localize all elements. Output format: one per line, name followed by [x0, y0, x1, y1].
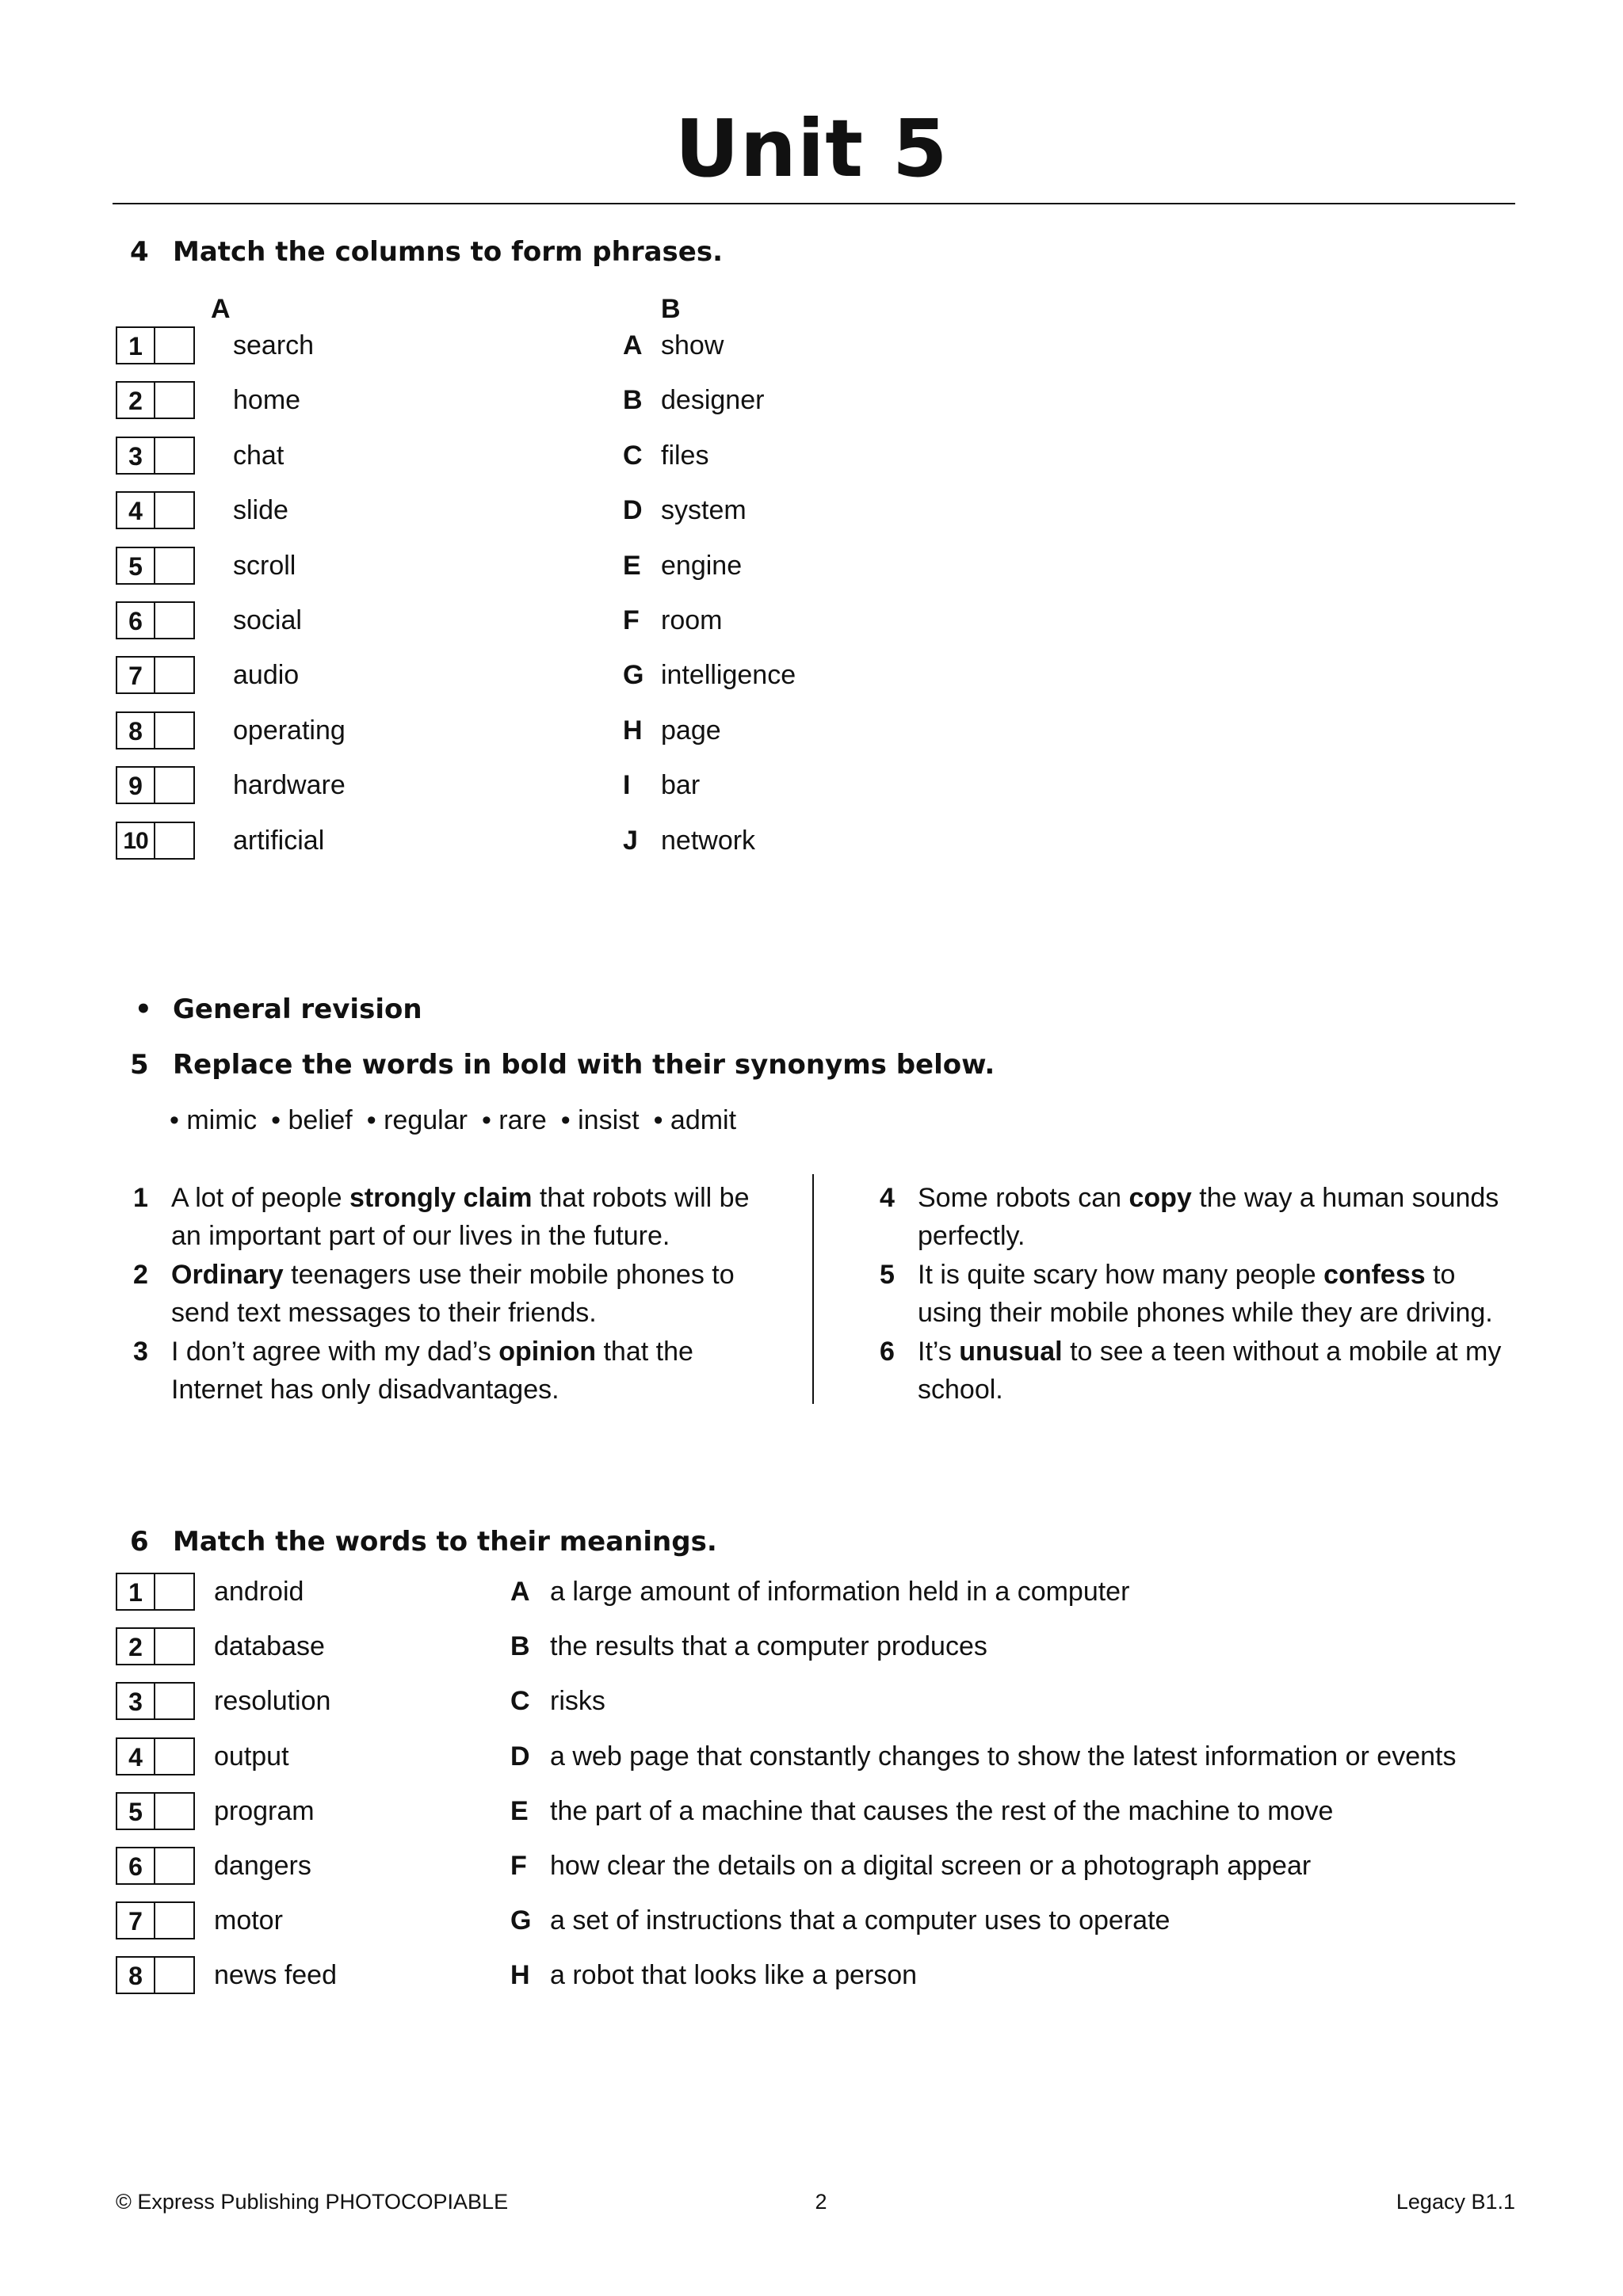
column-a-word: hardware — [233, 770, 346, 800]
ex6-number: 6 — [130, 1526, 149, 1558]
word-bank-item: • admit — [653, 1105, 737, 1135]
sentence — [880, 1179, 1529, 1255]
column-b-word: network — [661, 826, 756, 856]
sentence-text: the way a human sounds — [1191, 1183, 1499, 1213]
answer-box[interactable] — [116, 1682, 195, 1720]
sentence-number: 4 — [880, 1183, 895, 1213]
sentence-text: It is quite scary how many people — [918, 1260, 1324, 1290]
item-number: 6 — [117, 1848, 155, 1883]
ex5-heading — [130, 1047, 1239, 1082]
meaning-letter: B — [510, 1631, 530, 1661]
answer-box[interactable] — [116, 822, 195, 860]
meaning-letter: D — [510, 1741, 530, 1772]
answer-box[interactable] — [116, 656, 195, 694]
sentence — [133, 1333, 783, 1409]
sentence — [880, 1256, 1529, 1332]
item-number: 1 — [117, 328, 155, 363]
item-number: 2 — [117, 383, 155, 418]
answer-box[interactable] — [116, 1573, 195, 1611]
vocabulary-word: news feed — [214, 1960, 337, 1990]
ex6-heading — [130, 1524, 922, 1559]
sentence-number: 1 — [133, 1183, 148, 1213]
vocabulary-word: android — [214, 1577, 304, 1607]
page-title: Unit 5 — [674, 102, 949, 195]
meaning-text: risks — [550, 1686, 605, 1716]
meaning-letter: C — [510, 1686, 530, 1716]
sentence-text: I don’t agree with my dad’s — [171, 1337, 499, 1367]
item-number: 5 — [117, 1794, 155, 1829]
column-a-word: search — [233, 330, 315, 360]
column-b-letter: A — [623, 330, 643, 360]
column-b-word: room — [661, 605, 723, 635]
bold-target-word: strongly claim — [349, 1183, 533, 1213]
answer-box[interactable] — [116, 1737, 195, 1775]
footer-copyright: © Express Publishing PHOTOCOPIABLE — [116, 2190, 509, 2214]
item-number: 10 — [117, 823, 155, 858]
answer-box[interactable] — [116, 1627, 195, 1665]
meaning-letter: G — [510, 1905, 532, 1936]
sentence-text: It’s — [918, 1337, 960, 1367]
answer-box[interactable] — [116, 1956, 195, 1994]
word-bank-item: • insist — [560, 1105, 640, 1135]
sentence-line-1 — [918, 1256, 1455, 1294]
sentence — [880, 1333, 1529, 1409]
vocabulary-word: resolution — [214, 1686, 331, 1716]
ex5-instruction: Replace the words in bold with their synonyms below. — [173, 1049, 995, 1081]
answer-box[interactable] — [116, 1847, 195, 1885]
sentence-line-2: send text messages to their friends. — [171, 1298, 597, 1328]
column-b-letter: G — [623, 660, 644, 690]
ex4-col-b-header: B — [661, 294, 681, 324]
meaning-letter: H — [510, 1960, 530, 1990]
item-number: 1 — [117, 1574, 155, 1609]
column-b-letter: H — [623, 715, 643, 746]
meaning-text: the part of a machine that causes the rest of the machine to move — [550, 1796, 1334, 1826]
general-revision-bullet: • — [135, 994, 152, 1025]
item-number: 5 — [117, 548, 155, 583]
column-a-word: artificial — [233, 826, 325, 856]
sentence-number: 5 — [880, 1260, 895, 1290]
word-bank-item: • belief — [271, 1105, 353, 1135]
sentence-line-1 — [918, 1333, 1501, 1371]
sentence-line-2: school. — [918, 1375, 1003, 1405]
column-b-word: files — [661, 441, 709, 471]
sentence-line-1 — [171, 1256, 735, 1294]
meaning-text: a robot that looks like a person — [550, 1960, 918, 1990]
sentence-number: 3 — [133, 1337, 148, 1367]
sentence-line-2: perfectly. — [918, 1221, 1025, 1251]
sentence-line-1 — [171, 1179, 750, 1217]
column-b-word: designer — [661, 385, 765, 415]
answer-box[interactable] — [116, 1792, 195, 1830]
bold-target-word: confess — [1323, 1260, 1426, 1290]
sentence-text: that the — [596, 1337, 693, 1367]
footer-page-number: 2 — [815, 2190, 827, 2214]
ex5-column-divider — [812, 1174, 814, 1404]
sentence — [133, 1179, 783, 1255]
column-b-word: show — [661, 330, 724, 360]
column-b-word: system — [661, 495, 747, 525]
meaning-text: a web page that constantly changes to show the latest information or events — [550, 1741, 1457, 1772]
meaning-letter: A — [510, 1577, 530, 1607]
column-b-letter: D — [623, 495, 643, 525]
ex5-number: 5 — [130, 1049, 149, 1081]
column-b-letter: J — [623, 826, 638, 856]
answer-box[interactable] — [116, 711, 195, 749]
ex4-col-a-header: A — [211, 294, 231, 324]
item-number: 3 — [117, 438, 155, 473]
sentence-line-2: Internet has only disadvantages. — [171, 1375, 559, 1405]
sentence-text: A lot of people — [171, 1183, 349, 1213]
ex4-heading — [130, 235, 922, 269]
word-bank-item: • regular — [366, 1105, 468, 1135]
item-number: 4 — [117, 493, 155, 528]
answer-box[interactable] — [116, 437, 195, 475]
column-b-letter: C — [623, 441, 643, 471]
item-number: 7 — [117, 1903, 155, 1938]
item-number: 6 — [117, 603, 155, 638]
sentence-text: Some robots can — [918, 1183, 1129, 1213]
column-a-word: operating — [233, 715, 346, 746]
meaning-letter: E — [510, 1796, 529, 1826]
bold-target-word: Ordinary — [171, 1260, 284, 1290]
general-revision-label: General revision — [173, 994, 422, 1025]
item-number: 2 — [117, 1629, 155, 1664]
ex4-number: 4 — [130, 236, 149, 268]
column-b-letter: F — [623, 605, 640, 635]
sentence-text: to — [1425, 1260, 1456, 1290]
bold-target-word: copy — [1128, 1183, 1192, 1213]
answer-box[interactable] — [116, 601, 195, 639]
ex4-instruction: Match the columns to form phrases. — [173, 236, 723, 268]
ex6-instruction: Match the words to their meanings. — [173, 1526, 717, 1558]
column-b-word: page — [661, 715, 721, 746]
bold-target-word: opinion — [498, 1337, 597, 1367]
answer-box[interactable] — [116, 547, 195, 585]
answer-box[interactable] — [116, 491, 195, 529]
answer-box[interactable] — [116, 381, 195, 419]
column-b-letter: I — [623, 770, 631, 800]
column-a-word: slide — [233, 495, 288, 525]
column-b-letter: B — [623, 385, 643, 415]
meaning-letter: F — [510, 1851, 527, 1881]
vocabulary-word: output — [214, 1741, 289, 1772]
column-b-word: intelligence — [661, 660, 796, 690]
item-number: 8 — [117, 713, 155, 748]
item-number: 8 — [117, 1958, 155, 1993]
column-a-word: scroll — [233, 551, 296, 581]
meaning-text: the results that a computer produces — [550, 1631, 987, 1661]
answer-box[interactable] — [116, 1901, 195, 1939]
sentence-number: 6 — [880, 1337, 895, 1367]
sentence — [133, 1256, 783, 1332]
vocabulary-word: dangers — [214, 1851, 311, 1881]
word-bank-item: • mimic — [170, 1105, 258, 1135]
answer-box[interactable] — [116, 766, 195, 804]
column-b-word: engine — [661, 551, 743, 581]
answer-box[interactable] — [116, 326, 195, 364]
item-number: 9 — [117, 768, 155, 803]
column-a-word: audio — [233, 660, 300, 690]
general-revision-heading — [135, 992, 927, 1027]
sentence-line-2: an important part of our lives in the future. — [171, 1221, 670, 1251]
meaning-text: a large amount of information held in a computer — [550, 1577, 1130, 1607]
column-b-letter: E — [623, 551, 641, 581]
meaning-text: a set of instructions that a computer uses to operate — [550, 1905, 1170, 1936]
vocabulary-word: program — [214, 1796, 315, 1826]
item-number: 4 — [117, 1739, 155, 1774]
column-a-word: social — [233, 605, 302, 635]
vocabulary-word: motor — [214, 1905, 283, 1936]
sentence-line-2: using their mobile phones while they are driving. — [918, 1298, 1493, 1328]
column-a-word: chat — [233, 441, 285, 471]
sentence-line-1 — [171, 1333, 693, 1371]
column-a-word: home — [233, 385, 301, 415]
sentence-line-1 — [918, 1179, 1499, 1217]
sentence-text: to see a teen without a mobile at my — [1062, 1337, 1502, 1367]
sentence-text: that robots will be — [532, 1183, 750, 1213]
vocabulary-word: database — [214, 1631, 325, 1661]
word-bank-item: • rare — [481, 1105, 547, 1135]
bold-target-word: unusual — [959, 1337, 1063, 1367]
meaning-text: how clear the details on a digital screen or a photograph appear — [550, 1851, 1312, 1881]
column-b-word: bar — [661, 770, 701, 800]
sentence-number: 2 — [133, 1260, 148, 1290]
ex5-word-bank — [170, 1103, 750, 1138]
item-number: 3 — [117, 1684, 155, 1718]
footer-edition: Legacy B1.1 — [1396, 2190, 1515, 2214]
title-rule — [113, 203, 1515, 204]
item-number: 7 — [117, 658, 155, 692]
sentence-text: teenagers use their mobile phones to — [283, 1260, 735, 1290]
